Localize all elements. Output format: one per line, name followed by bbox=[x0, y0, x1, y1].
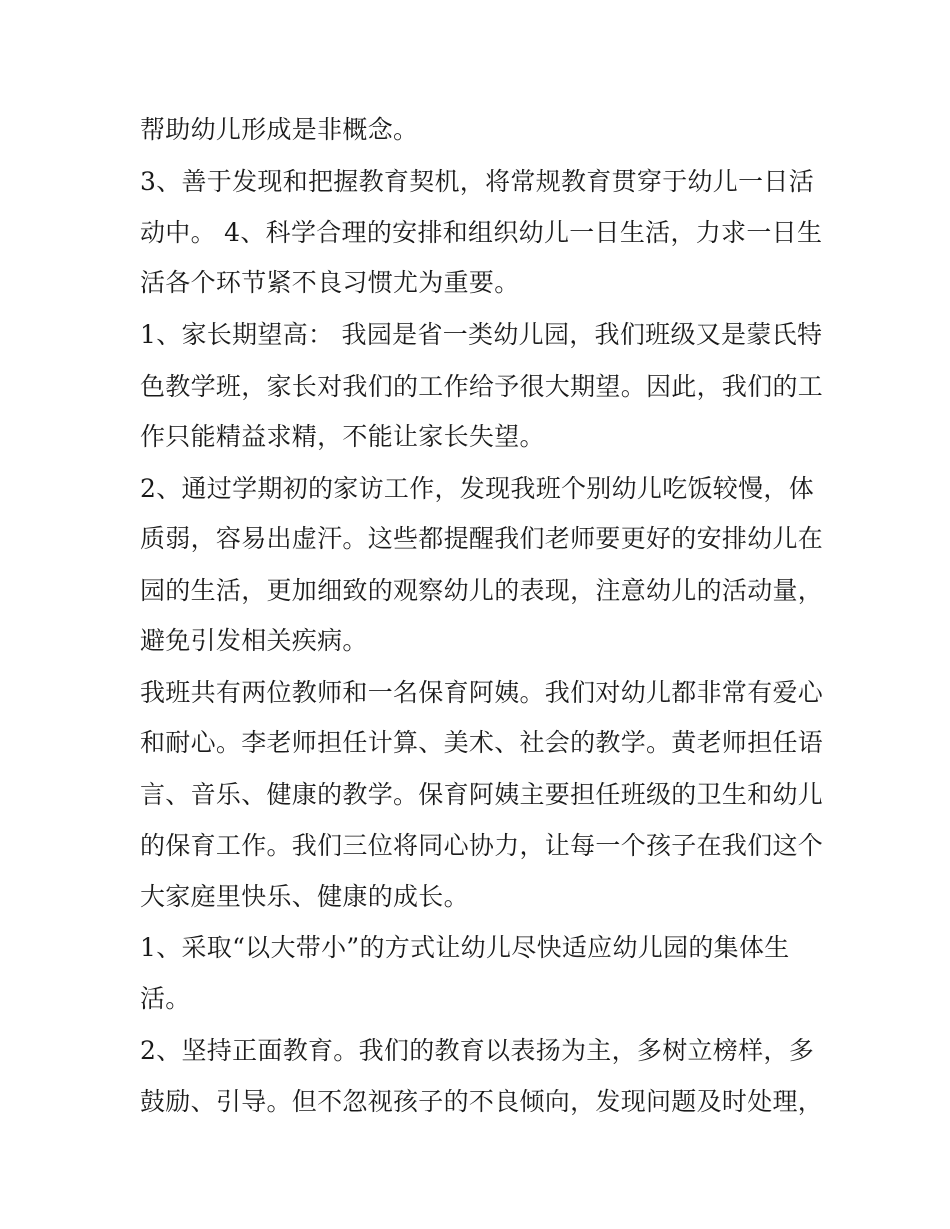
text-line: 和耐心。李老师担任计算、美术、社会的教学。黄老师担任语 bbox=[140, 728, 824, 757]
text-line: 作只能精益求精，不能让家长失望。 bbox=[140, 422, 545, 451]
text-line: 2、坚持正面教育。我们的教育以表扬为主，多树立榜样，多 bbox=[140, 1036, 815, 1065]
text-line: 活各个环节紧不良习惯尤为重要。 bbox=[140, 268, 520, 297]
text-line: 3、善于发现和把握教育契机，将常规教育贯穿于幼儿一日活 bbox=[140, 167, 815, 196]
text-line: 1、家长期望高： 我园是省一类幼儿园，我们班级又是蒙氏特 bbox=[140, 320, 823, 349]
text-line: 大家庭里快乐、健康的成长。 bbox=[140, 882, 469, 911]
text-line: 的保育工作。我们三位将同心协力，让每一个孩子在我们这个 bbox=[140, 831, 824, 860]
text-line: 色教学班，家长对我们的工作给予很大期望。因此，我们的工 bbox=[140, 372, 824, 401]
text-line: 园的生活，更加细致的观察幼儿的表现，注意幼儿的活动量， bbox=[140, 576, 824, 605]
text-line: 避免引发相关疾病。 bbox=[140, 626, 368, 655]
text-line: 帮助幼儿形成是非概念。 bbox=[140, 115, 419, 144]
text-line: 动中。 4、科学合理的安排和组织幼儿一日生活，力求一日生 bbox=[140, 218, 823, 247]
text-line: 鼓励、引导。但不忽视孩子的不良倾向，发现问题及时处理， bbox=[140, 1087, 824, 1116]
text-line: 我班共有两位教师和一名保育阿姨。我们对幼儿都非常有爱心 bbox=[140, 678, 824, 707]
text-line: 质弱，容易出虚汗。这些都提醒我们老师要更好的安排幼儿在 bbox=[140, 524, 824, 553]
text-line: 1、采取“以大带小”的方式让幼儿尽快适应幼儿园的集体生 bbox=[140, 933, 790, 962]
text-line: 言、音乐、健康的教学。保育阿姨主要担任班级的卫生和幼儿 bbox=[140, 780, 824, 809]
text-line: 2、通过学期初的家访工作，发现我班个别幼儿吃饭较慢，体 bbox=[140, 474, 815, 503]
text-line: 活。 bbox=[140, 984, 191, 1013]
